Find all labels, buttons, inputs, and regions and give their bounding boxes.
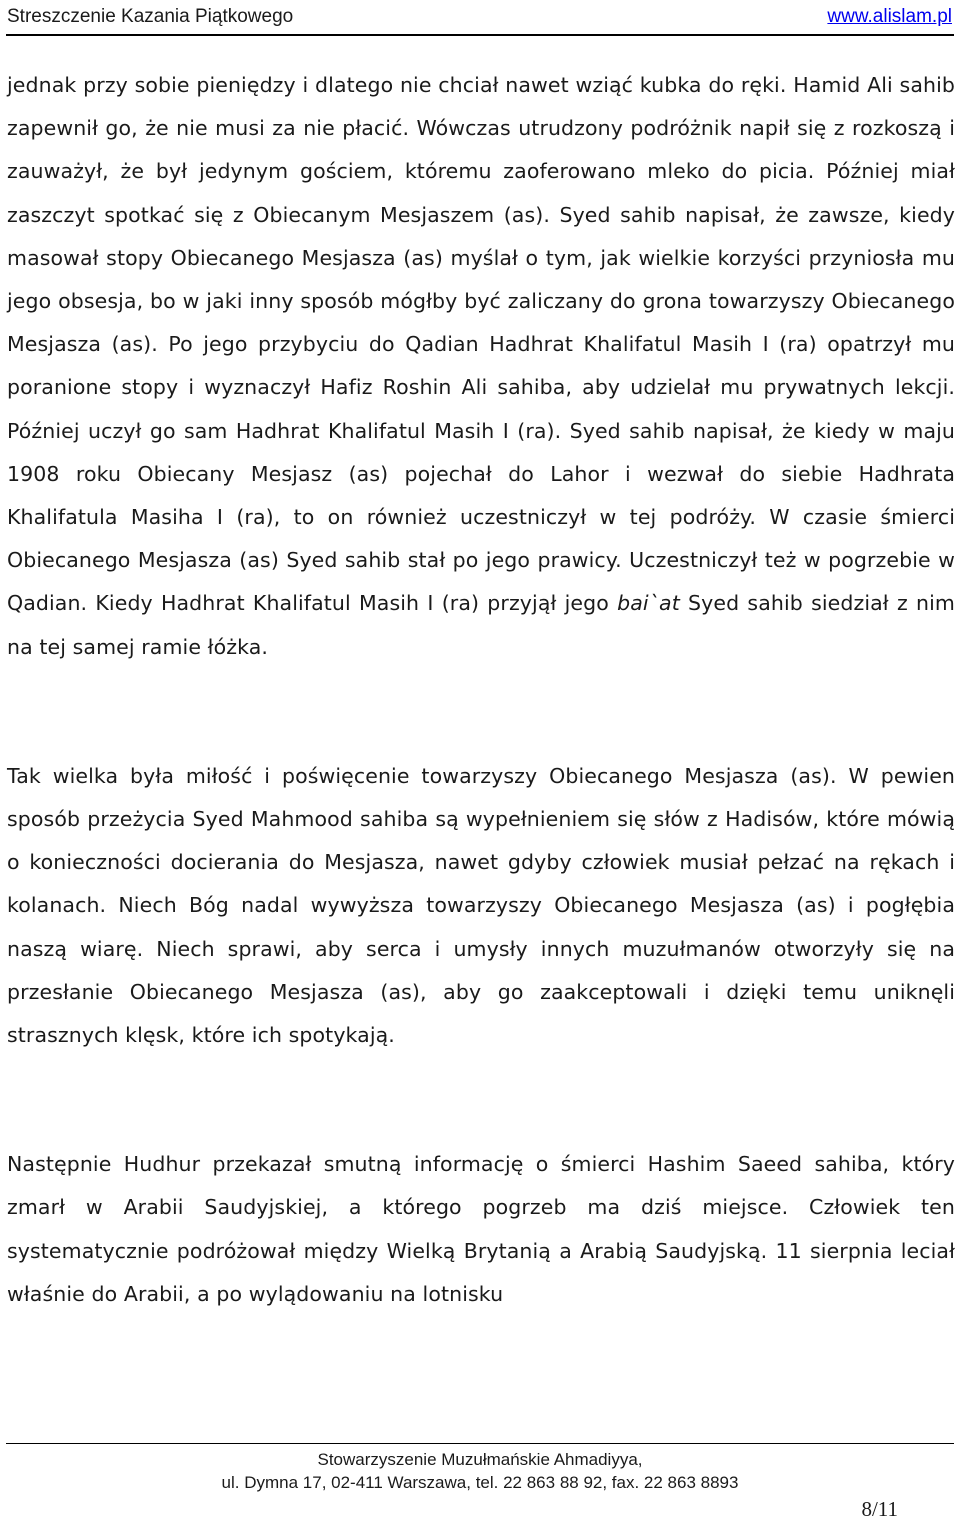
footer-address: ul. Dymna 17, 02-411 Warszawa, tel. 22 863 88 92, fax. 22 863 8893 [221,1473,739,1492]
paragraph-1-text: jednak przy sobie pieniędzy i dlatego nie chciał nawet wziąć kubka do ręki. Hamid Ali sahib zapewnił go, że nie musi za nie płacić. Wówczas utrudzony podróżnik napił się z rozkoszą i zauważył, że był jedynym gościem, któremu zaoferowano mleko do picia. Później miał zaszczyt spotkać się z Obiecanym Mesjaszem (as). Syed sahib napisał, że zawsze, kiedy masował stopy Obiecanego Mesjasza (as) myślał o tym, jak wielkie korzyści przyniosła mu jego obsesja, bo w jaki inny sposób mógłby być zaliczany do grona towarzyszy Obiecanego Mesjasza (as). Po jego przybyciu do Qadian Hadhrat Khalifatul Masih I (ra) opatrzył mu poranione stopy i wyznaczył Hafiz Roshin Ali sahiba, aby udzielał mu prywatnych lekcji. Później uczył go sam Hadhrat Khalifatul Masih I (ra). Syed sahib napisał, że kiedy w maju 1908 roku Obiecany Mesjasz (as) pojechał do Lahor i wezwał do siebie Hadhrata Khalifatula Masiha I (ra), to on również uczestniczył w tej podróży. W czasie śmierci Obiecanego Mesjasza (as) Syed sahib stał po jego prawicy. Uczestniczył też w pogrzebie w Qadian. Kiedy Hadhrat Khalifatul Masih I (ra) przyjął jego [7,73,955,616]
italic-term: bai`at [617,591,680,616]
page-number: 8/11 [861,1497,898,1521]
document-title: Streszczenie Kazania Piątkowego [7,6,294,27]
website-link[interactable]: www.alislam.pl [827,6,952,27]
footer-divider [6,1443,954,1444]
paragraph-3: Następnie Hudhur przekazał smutną informację o śmierci Hashim Saeed sahiba, który zmarł w Arabii Saudyjskiej, a którego pogrzeb ma dziś miejsce. Człowiek ten systematycznie podróżował między Wielką Brytanią a Arabią Saudyjską. 11 sierpnia leciał właśnie do Arabii, a po wylądowaniu na lotnisku [7,1152,955,1306]
paragraph-1-text-end: Syed sahib siedział z nim na tej samej ramie łóżka. [7,591,955,659]
paragraph-1 [7,64,955,669]
footer-organization: Stowarzyszenie Muzułmańskie Ahmadiyya, [317,1450,643,1469]
page-header [0,0,960,40]
header-divider [6,34,954,36]
document-body [7,64,955,1316]
paragraph-2: Tak wielka była miłość i poświęcenie towarzyszy Obiecanego Mesjasza (as). W pewien sposób przeżycia Syed Mahmood sahiba są wypełnieniem się słów z Hadisów, które mówią o konieczności docierania do Mesjasza, nawet gdyby człowiek musiał pełzać na rękach i kolanach. Niech Bóg nadal wywyższa towarzyszy Obiecanego Mesjasza (as) i pogłębia naszą wiarę. Niech sprawi, aby serca i umysły innych muzułmanów otworzyły się na przesłanie Obiecanego Mesjasza (as), aby go zaakceptowali i dzięki temu uniknęli strasznych klęsk, które ich spotykają. [7,763,955,1048]
